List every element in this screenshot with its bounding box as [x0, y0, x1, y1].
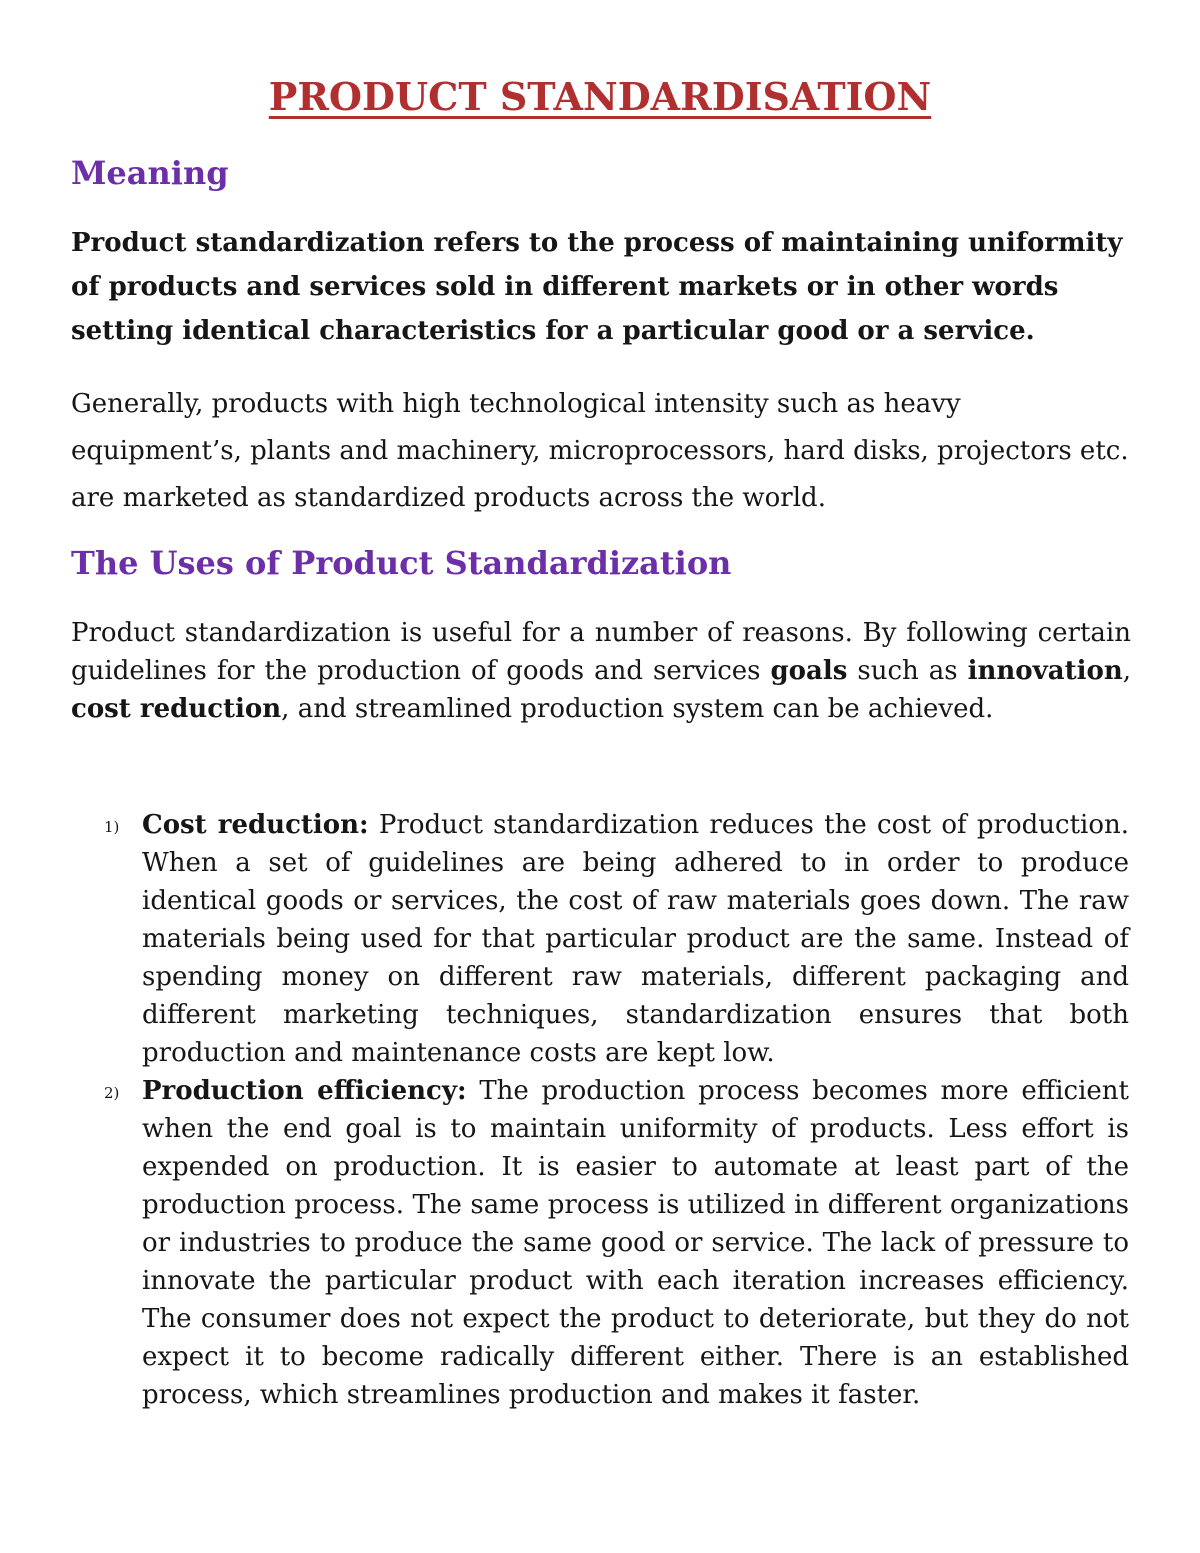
list-item-cost-reduction: [0, 806, 1129, 1072]
list-item-label: Cost reduction:: [142, 810, 369, 840]
uses-intro-text-4: , and streamlined production system can be achieved.: [281, 694, 994, 724]
uses-list: [0, 806, 1200, 1414]
meaning-heading: Meaning: [71, 154, 229, 192]
uses-intro-text-3: ,: [1122, 656, 1131, 686]
list-item-label: Production efficiency:: [142, 1076, 467, 1106]
uses-intro-cost-reduction: cost reduction: [71, 694, 282, 724]
list-item-production-efficiency: [0, 1072, 1129, 1414]
list-marker: 2): [104, 1084, 120, 1102]
uses-intro-goals: goals: [770, 656, 848, 686]
uses-intro-text-1: Product standardization is useful for a number of reasons. By following certain guidelines for the production of goods and services: [71, 618, 1131, 686]
uses-intro-text-2: such as: [847, 656, 968, 686]
uses-intro-paragraph: [71, 614, 1131, 728]
document-title-text: PRODUCT STANDARDISATION: [268, 74, 932, 119]
meaning-examples-paragraph: Generally, products with high technological intensity such as heavy equipment’s, plants and machinery, microprocessors, hard disks, projectors etc. are marketed as standardized products across the world.: [71, 389, 1129, 513]
uses-heading: The Uses of Product Standardization: [71, 544, 732, 582]
meaning-definition-paragraph: Product standardization refers to the process of maintaining uniformity of products and services sold in different markets or in other words setting identical characteristics for a particular good or a service.: [71, 228, 1123, 346]
uses-intro-innovation: innovation: [967, 656, 1123, 686]
list-marker: 1): [104, 818, 120, 836]
document-title: [0, 72, 1200, 122]
list-item-text: The production process becomes more efficient when the end goal is to maintain uniformity of products. Less effort is expended on production. It is easier to automate at least part of the production process. The same process is utilized in different organizations or industries to produce the same good or service. The lack of pressure to innovate the particular product with each iteration increases efficiency. The consumer does not expect the product to deteriorate, but they do not expect it to become radically different either. There is an established process, which streamlines production and makes it faster.: [142, 1076, 1129, 1410]
list-item-text: Product standardization reduces the cost of production. When a set of guidelines are being adhered to in order to produce identical goods or services, the cost of raw materials goes down. The raw materials being used for that particular product are the same. Instead of spending money on different raw materials, different packaging and different marketing techniques, standardization ensures that both production and maintenance costs are kept low.: [142, 810, 1129, 1068]
